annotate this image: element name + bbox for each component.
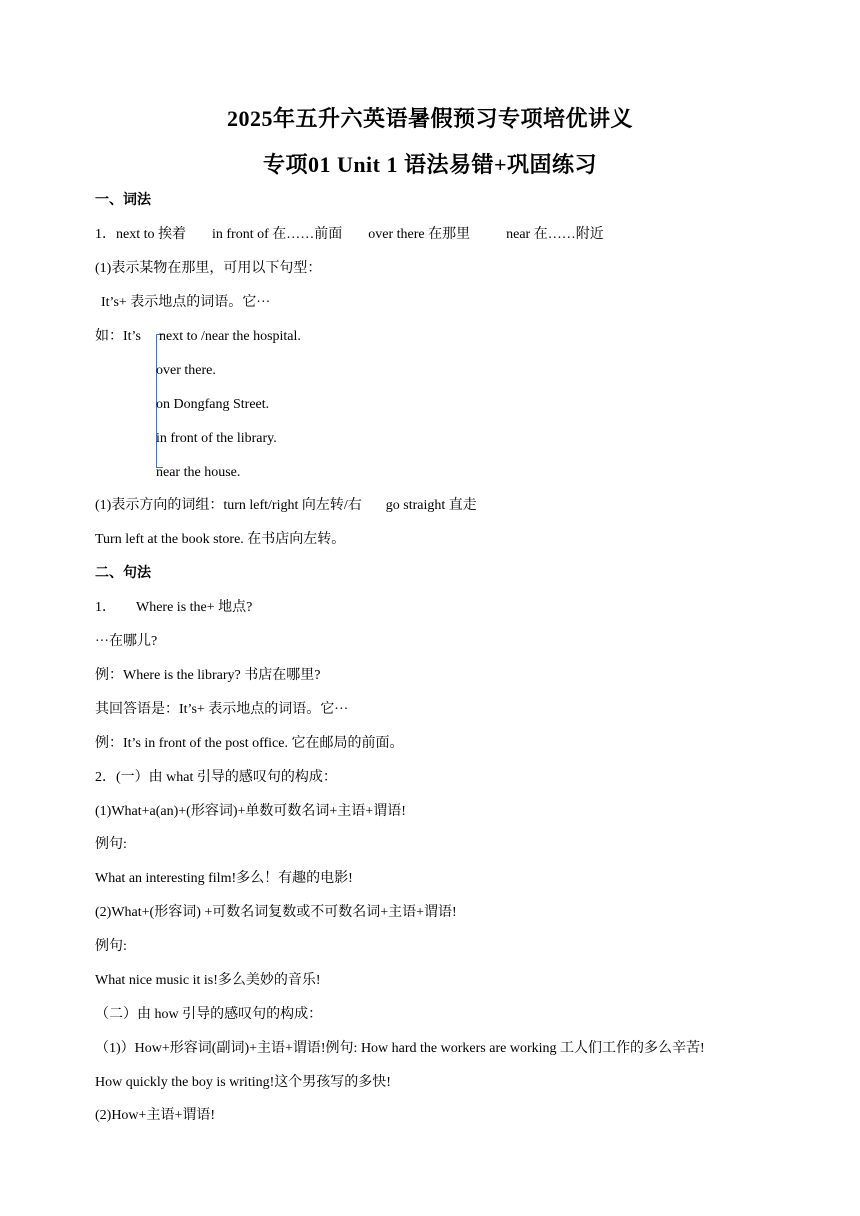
direction-rule-b: go straight 直走 bbox=[385, 498, 477, 513]
section-heading-syntax: 二、句法 bbox=[95, 566, 151, 581]
exclamation-what-rule: (2)What+(形容词) +可数名词复数或不可数名词+主语+谓语! bbox=[95, 905, 457, 920]
example-line: next to /near the hospital. bbox=[159, 329, 301, 344]
example-line: near the house. bbox=[156, 465, 241, 480]
pattern-line: It’s+ 表示地点的词语。它··· bbox=[101, 295, 271, 310]
exclamation-example: What an interesting film!多么！有趣的电影! bbox=[95, 871, 353, 886]
vocab-number: 1． bbox=[95, 227, 116, 242]
example-label: 例句: bbox=[95, 837, 127, 852]
document-title: 2025年五升六英语暑假预习专项培优讲义 bbox=[226, 106, 633, 131]
section-heading-lexis: 一、词法 bbox=[95, 193, 151, 208]
vocab-item: next to 挨着 bbox=[116, 227, 186, 242]
vocab-line bbox=[95, 226, 604, 244]
example-line: over there. bbox=[156, 363, 216, 378]
direction-rule bbox=[95, 497, 477, 515]
example-prefix: 如：It’s bbox=[95, 329, 141, 344]
exclamation-example: What nice music it is!多么美妙的音乐! bbox=[95, 973, 321, 988]
exclamation-how-rule: （1)）How+形容词(副词)+主语+谓语!例句: How hard the workers are working 工人们工作的多么辛苦! bbox=[95, 1041, 705, 1056]
question-meaning: ···在哪儿? bbox=[95, 634, 158, 649]
vocab-item: over there 在那里 bbox=[368, 227, 471, 242]
answer-pattern: 其回答语是：It’s+ 表示地点的词语。它··· bbox=[95, 702, 349, 717]
document-subtitle: 专项01 Unit 1 语法易错+巩固练习 bbox=[262, 152, 598, 177]
direction-rule-a: (1)表示方向的词组：turn left/right 向左转/右 bbox=[95, 498, 362, 513]
exclamation-how-rule: (2)How+主语+谓语! bbox=[95, 1108, 215, 1123]
exclamation-what-rule: (1)What+a(an)+(形容词)+单数可数名词+主语+谓语! bbox=[95, 804, 406, 819]
question-pattern: Where is the+ 地点? bbox=[136, 600, 253, 615]
example-label: 例句: bbox=[95, 939, 127, 954]
example-line: in front of the library. bbox=[156, 431, 277, 446]
exclamation-example: How quickly the boy is writing!这个男孩写的多快! bbox=[95, 1075, 391, 1090]
exclamation-how-heading: （二）由 how 引导的感叹句的构成： bbox=[95, 1007, 323, 1022]
exclamation-what-heading: 2．(一）由 what 引导的感叹句的构成： bbox=[95, 770, 337, 785]
example-line: on Dongfang Street. bbox=[156, 397, 270, 412]
question-line bbox=[95, 599, 252, 617]
question-number: 1． bbox=[95, 600, 116, 615]
rule-line: (1)表示某物在那里，可用以下句型： bbox=[95, 261, 322, 276]
vocab-item: near 在……附近 bbox=[506, 227, 604, 242]
direction-example: Turn left at the book store. 在书店向左转。 bbox=[95, 532, 346, 547]
vocab-item: in front of 在……前面 bbox=[212, 227, 343, 242]
question-example: 例：Where is the library? 书店在哪里? bbox=[95, 668, 321, 683]
answer-example: 例：It’s in front of the post office. 它在邮局的前面。 bbox=[95, 736, 404, 751]
